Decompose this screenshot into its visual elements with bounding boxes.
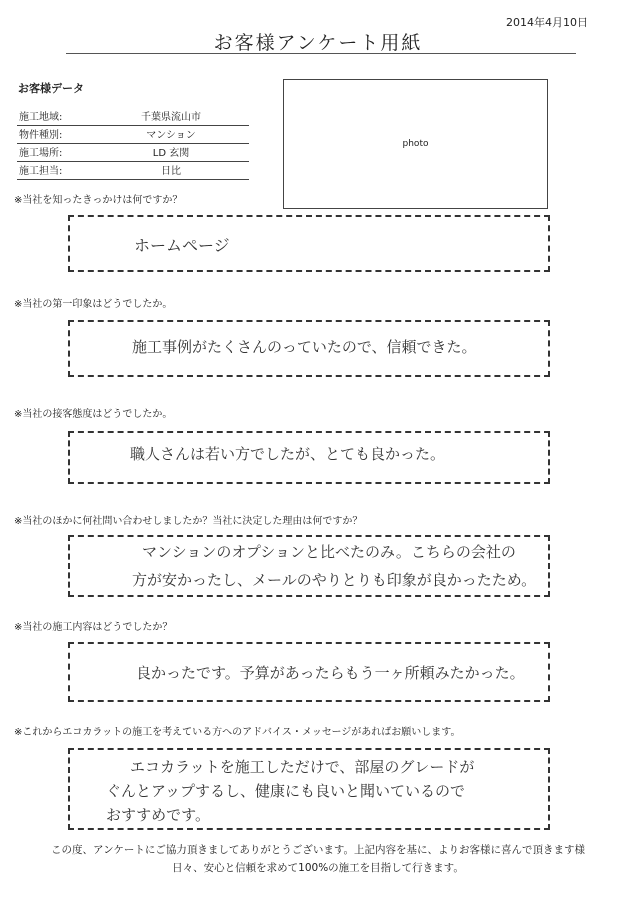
answer-4-line-2: 方が安かったし、メールのやりとりも印象が良かったため。 bbox=[132, 571, 537, 589]
question-5: ※当社の施工内容はどうでしたか？ bbox=[14, 622, 173, 633]
customer-data-heading: お客様データ bbox=[18, 82, 84, 95]
row-label: 施工地域: bbox=[19, 112, 63, 123]
answer-box-2 bbox=[68, 320, 550, 377]
customer-row-area bbox=[17, 108, 249, 126]
answer-4-line-1: マンションのオプションと比べたのみ。こちらの会社の bbox=[142, 543, 516, 561]
answer-1-line-1: ホームページ bbox=[134, 236, 230, 255]
customer-row-location bbox=[17, 144, 249, 162]
footer-line-2: 日々、安心と信頼を求めて100%の施工を目指して行きます。 bbox=[172, 862, 464, 874]
question-1: ※当社を知ったきっかけは何ですか？ bbox=[14, 195, 183, 206]
page-title: お客様アンケート用紙 bbox=[213, 32, 423, 54]
question-6: ※これからエコカラットの施工を考えている方へのアドバイス・メッセージがあればお願いします。 bbox=[14, 727, 461, 738]
answer-6-line-2: ぐんとアップするし、健康にも良いと聞いているので bbox=[106, 782, 465, 800]
answer-box-1 bbox=[68, 215, 550, 272]
row-value: マンション bbox=[146, 130, 196, 141]
row-label: 物件種別: bbox=[19, 130, 63, 141]
question-4: ※当社のほかに何社問い合わせしましたか？当社に決定した理由は何ですか？ bbox=[14, 516, 363, 527]
answer-3-line-1: 職人さんは若い方でしたが、とても良かった。 bbox=[130, 445, 446, 463]
question-3: ※当社の接客態度はどうでしたか。 bbox=[14, 409, 173, 420]
survey-date: 2014年4月10日 bbox=[506, 16, 588, 29]
row-label: 施工場所: bbox=[19, 148, 63, 159]
answer-2-line-1: 施工事例がたくさんのっていたので、信頼できた。 bbox=[132, 338, 477, 356]
footer-line-1: この度、アンケートにご協力頂きましてありがとうございます。上記内容を基に、よりお客様に喜んで頂きます様 bbox=[50, 844, 586, 856]
answer-6-line-1: エコカラットを施工しただけで、部屋のグレードが bbox=[130, 758, 475, 776]
row-value: 千葉県流山市 bbox=[141, 112, 201, 123]
answer-box-5 bbox=[68, 642, 550, 702]
customer-data-table bbox=[17, 108, 249, 180]
answer-5-line-1: 良かったです。予算があったらもう一ヶ所頼みたかった。 bbox=[136, 664, 525, 682]
answer-box-3 bbox=[68, 431, 550, 484]
row-value: 日比 bbox=[161, 166, 181, 177]
customer-row-property bbox=[17, 126, 249, 144]
customer-row-staff bbox=[17, 162, 249, 180]
row-value: LD 玄関 bbox=[152, 148, 190, 159]
answer-box-4 bbox=[68, 535, 550, 597]
photo-label: photo bbox=[402, 139, 429, 149]
question-2: ※当社の第一印象はどうでしたか。 bbox=[14, 299, 173, 310]
answer-6-line-3: おすすめです。 bbox=[106, 806, 210, 824]
row-label: 施工担当: bbox=[19, 166, 63, 177]
answer-box-6 bbox=[68, 748, 550, 830]
title-underline bbox=[66, 53, 576, 54]
photo-placeholder bbox=[283, 79, 548, 209]
